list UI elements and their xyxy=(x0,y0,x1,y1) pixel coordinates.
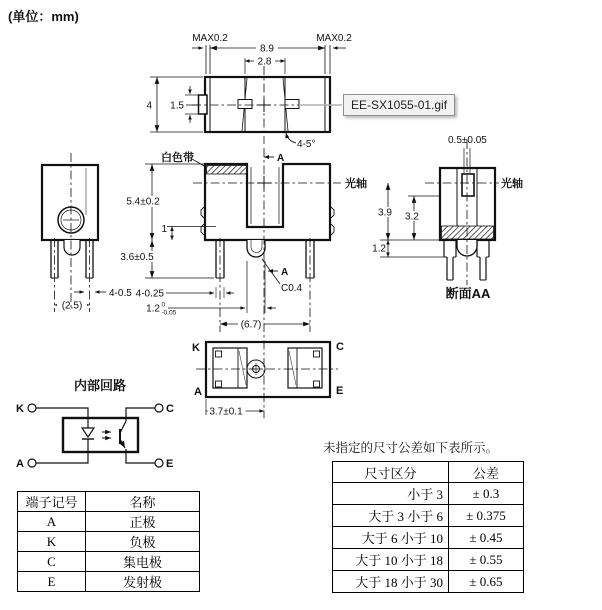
filename-tooltip xyxy=(343,94,455,116)
pin-label-e: E xyxy=(336,385,344,397)
dim-5-4: 5.4±0.2 xyxy=(126,196,160,208)
table-header-row xyxy=(18,492,200,512)
pin-label-a: A xyxy=(194,386,202,398)
dim-1-2-tol-upper: 0 xyxy=(161,301,166,309)
circuit-pin-a: A xyxy=(16,458,24,470)
circuit-pin-k: K xyxy=(16,403,24,415)
dim-3-9: 3.9 xyxy=(378,207,392,219)
white-band-label: 白色带 xyxy=(161,152,194,164)
section-caption: 断面AA xyxy=(445,286,491,301)
dim-1-2-tol-lower: -0.05 xyxy=(161,309,177,317)
dim-3-6: 3.6±0.5 xyxy=(120,252,154,263)
dim-2-5: (2.5) xyxy=(61,300,83,312)
table-row: E 发射极 xyxy=(18,572,200,592)
dim-4-0-25: 4-0.25 xyxy=(135,288,164,300)
dim-3-2: 3.2 xyxy=(405,211,419,223)
dim-width-8-9: 8.9 xyxy=(260,43,274,55)
table-row: K 负极 xyxy=(18,532,200,552)
dim-bump-1-5: 1.5 xyxy=(170,100,184,112)
table-header-row xyxy=(333,462,524,483)
dim-height-4: 4 xyxy=(146,100,152,112)
pin-label-c: C xyxy=(336,341,344,353)
terminal-col-header: 端子记号 xyxy=(18,492,86,512)
table-row: 小于 3 ± 0.3 xyxy=(333,483,524,505)
table-row: 大于 6 小于 10 ± 0.45 xyxy=(333,527,524,549)
section-mark-top: A xyxy=(277,153,285,164)
left-side-view xyxy=(42,165,106,310)
dim-max-right: MAX0.2 xyxy=(316,33,352,44)
bottom-view xyxy=(206,342,330,416)
dim-4-0-5: 4-0.5 xyxy=(109,288,132,299)
table-row: C 集电极 xyxy=(18,552,200,572)
name-col-header: 名称 xyxy=(86,492,200,512)
table-row: A 正极 xyxy=(18,512,200,532)
tooltip-text: EE-SX1055-01.gif xyxy=(351,98,448,112)
top-view xyxy=(150,42,346,157)
optical-axis-label-section: 光轴 xyxy=(501,178,523,190)
dim-0-5: 0.5±0.05 xyxy=(448,135,487,146)
dim-1-2-section: 1.2 xyxy=(372,243,386,255)
dim-1-2: 1.2 xyxy=(146,303,160,315)
tolerance-table xyxy=(332,461,524,593)
range-col-header: 尺寸区分 xyxy=(333,462,449,483)
circuit-title: 内部回路 xyxy=(73,378,127,393)
internal-circuit xyxy=(28,404,163,467)
table-row: 大于 3 小于 6 ± 0.375 xyxy=(333,505,524,527)
unit-label: (单位：mm) xyxy=(8,9,79,24)
table-row: 大于 10 小于 18 ± 0.55 xyxy=(333,549,524,571)
dim-6-7: (6.7) xyxy=(240,319,262,331)
dim-3-7: 3.7±0.1 xyxy=(209,406,243,418)
dim-max-left: MAX0.2 xyxy=(192,33,228,44)
dim-inner-2-8: 2.8 xyxy=(257,56,272,68)
tolerance-col-header: 公差 xyxy=(449,462,524,483)
terminal-table xyxy=(17,491,200,592)
chamfer-label: C0.4 xyxy=(281,283,303,294)
table-row: 大于 18 小于 30 ± 0.65 xyxy=(333,571,524,593)
optical-axis-label-front: 光轴 xyxy=(345,178,367,190)
circuit-pin-e: E xyxy=(166,458,174,470)
section-aa-view xyxy=(377,148,495,280)
section-mark-bottom: A xyxy=(281,267,289,278)
pin-label-k: K xyxy=(192,342,200,354)
tolerance-note: 未指定的尺寸公差如下表所示。 xyxy=(323,441,499,455)
circuit-pin-c: C xyxy=(166,403,174,415)
dim-draft-angle: 4-5° xyxy=(297,139,316,150)
dim-step-1: 1 xyxy=(161,224,167,235)
